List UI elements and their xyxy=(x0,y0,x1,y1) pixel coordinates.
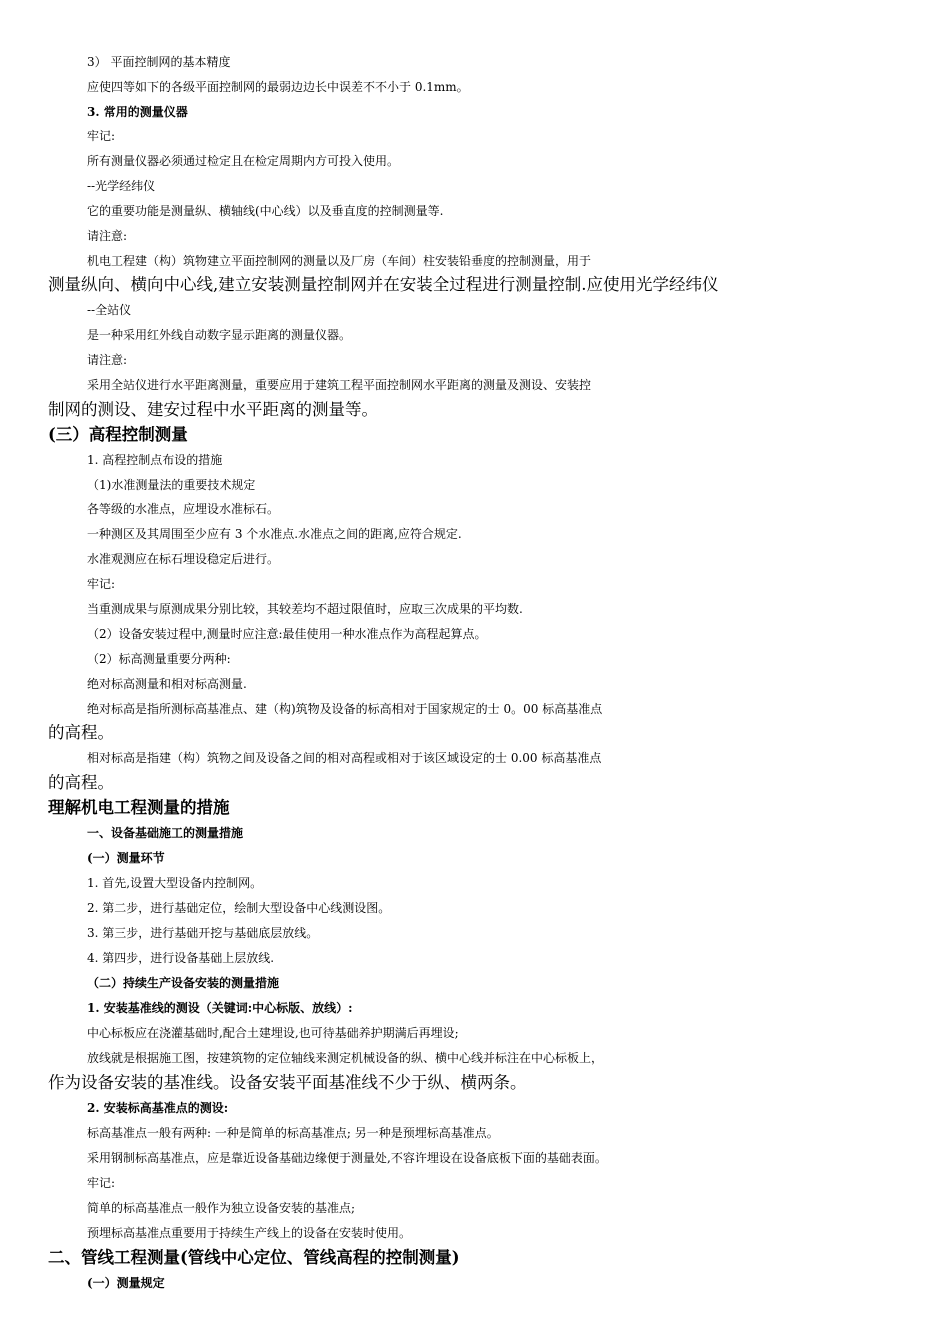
text-line: 预埋标高基准点重要用于持续生产线上的设备在安装时使用。 xyxy=(87,1226,412,1240)
section-heading: 1. 安装基准线的测设（关键词:中心标版、放线）: xyxy=(87,1001,353,1015)
text-line: 请注意: xyxy=(87,353,128,367)
section-heading: (一）测量环节 xyxy=(87,851,165,865)
text-line: 制网的测设、建安过程中水平距离的测量等。 xyxy=(48,400,378,419)
text-line: （2）设备安装过程中,测量时应注意:最佳使用一种水准点作为高程起算点。 xyxy=(87,627,487,641)
text-line: 绝对标高是指所测标高基准点、建（构)筑物及设备的标高相对于国家规定的士 0。00 标高基准点 xyxy=(87,702,603,716)
text-line: 放线就是根据施工图，按建筑物的定位轴线来测定机械设备的纵、横中心线并标注在中心标板上， xyxy=(87,1051,604,1065)
text-line: 它的重要功能是测量纵、横轴线(中心线）以及垂直度的控制测量等. xyxy=(87,204,444,218)
section-heading: 二、管线工程测量(管线中心定位、管线高程的控制测量) xyxy=(48,1248,460,1267)
text-line: 采用钢制标高基准点，应是靠近设备基础边缘便于测量处,不容许埋设在设备底板下面的基础表面。 xyxy=(87,1151,607,1165)
text-line: 2. 第二步，进行基础定位，绘制大型设备中心线测设图。 xyxy=(87,901,391,915)
text-line: 所有测量仪器必须通过检定且在检定周期内方可投入使用。 xyxy=(87,154,400,168)
text-line: 4. 第四步，进行设备基础上层放线. xyxy=(87,951,275,965)
text-line: 的高程。 xyxy=(48,723,114,742)
text-line: 测量纵向、横向中心线,建立安装测量控制网并在安装全过程进行测量控制.应使用光学经纬仪 xyxy=(48,275,719,294)
section-heading: （二）持续生产设备安装的测量措施 xyxy=(87,976,280,990)
section-heading: (一）测量规定 xyxy=(87,1276,165,1290)
text-line: --全站仪 xyxy=(87,303,132,317)
text-line: 当重测成果与原测成果分别比较，其较差均不超过限值时，应取三次成果的平均数. xyxy=(87,602,523,616)
text-line: 请注意: xyxy=(87,229,128,243)
text-line: 牢记: xyxy=(87,1176,116,1190)
text-line: 中心标板应在浇灌基础时,配合土建埋设,也可待基础养护期满后再埋设; xyxy=(87,1026,459,1040)
text-line: （1)水准测量法的重要技术规定 xyxy=(87,478,256,492)
text-line: 水准观测应在标石埋设稳定后进行。 xyxy=(87,552,280,566)
section-heading: (三）高程控制测量 xyxy=(48,425,188,444)
text-line: 作为设备安装的基准线。设备安装平面基准线不少于纵、横两条。 xyxy=(48,1073,527,1092)
text-line: 相对标高是指建（构）筑物之间及设备之间的相对高程或相对于该区域设定的士 0.00 标高基准点 xyxy=(87,751,602,765)
section-heading: 2. 安装标高基准点的测设: xyxy=(87,1101,229,1115)
text-line: （2）标高测量重要分两种: xyxy=(87,652,231,666)
section-heading: 理解机电工程测量的措施 xyxy=(48,798,230,817)
text-line: 1. 高程控制点布设的措施 xyxy=(87,453,223,467)
text-line: 1. 首先,设置大型设备内控制网。 xyxy=(87,876,263,890)
text-line: 牢记: xyxy=(87,577,116,591)
text-line: 采用全站仪进行水平距离测量，重要应用于建筑工程平面控制网水平距离的测量及测设、安装控 xyxy=(87,378,592,392)
text-line: 是一种采用红外线自动数字显示距离的测量仪器。 xyxy=(87,328,352,342)
section-heading: 一、设备基础施工的测量措施 xyxy=(87,826,244,840)
text-line: 的高程。 xyxy=(48,773,114,792)
text-line: 绝对标高测量和相对标高测量. xyxy=(87,677,247,691)
text-line: --光学经纬仪 xyxy=(87,179,156,193)
section-heading: 3. 常用的测量仪器 xyxy=(87,105,188,119)
text-line: 一种测区及其周围至少应有 3 个水准点.水准点之间的距离,应符合规定. xyxy=(87,527,462,541)
text-line: 3. 第三步，进行基础开挖与基础底层放线。 xyxy=(87,926,319,940)
text-line: 简单的标高基准点一般作为独立设备安装的基准点; xyxy=(87,1201,356,1215)
text-line: 各等级的水准点，应埋设水准标石。 xyxy=(87,502,280,516)
text-line: 牢记: xyxy=(87,129,116,143)
text-line: 标高基准点一般有两种: 一种是简单的标高基准点; 另一种是预埋标高基准点。 xyxy=(87,1126,499,1140)
text-line: 3） 平面控制网的基本精度 xyxy=(87,55,231,69)
text-line: 机电工程建（构）筑物建立平面控制网的测量以及厂房（车间）柱安装铅垂度的控制测量，用于 xyxy=(87,254,592,268)
text-line: 应使四等如下的各级平面控制网的最弱边边长中误差不不小于 0.1mm。 xyxy=(87,80,469,94)
